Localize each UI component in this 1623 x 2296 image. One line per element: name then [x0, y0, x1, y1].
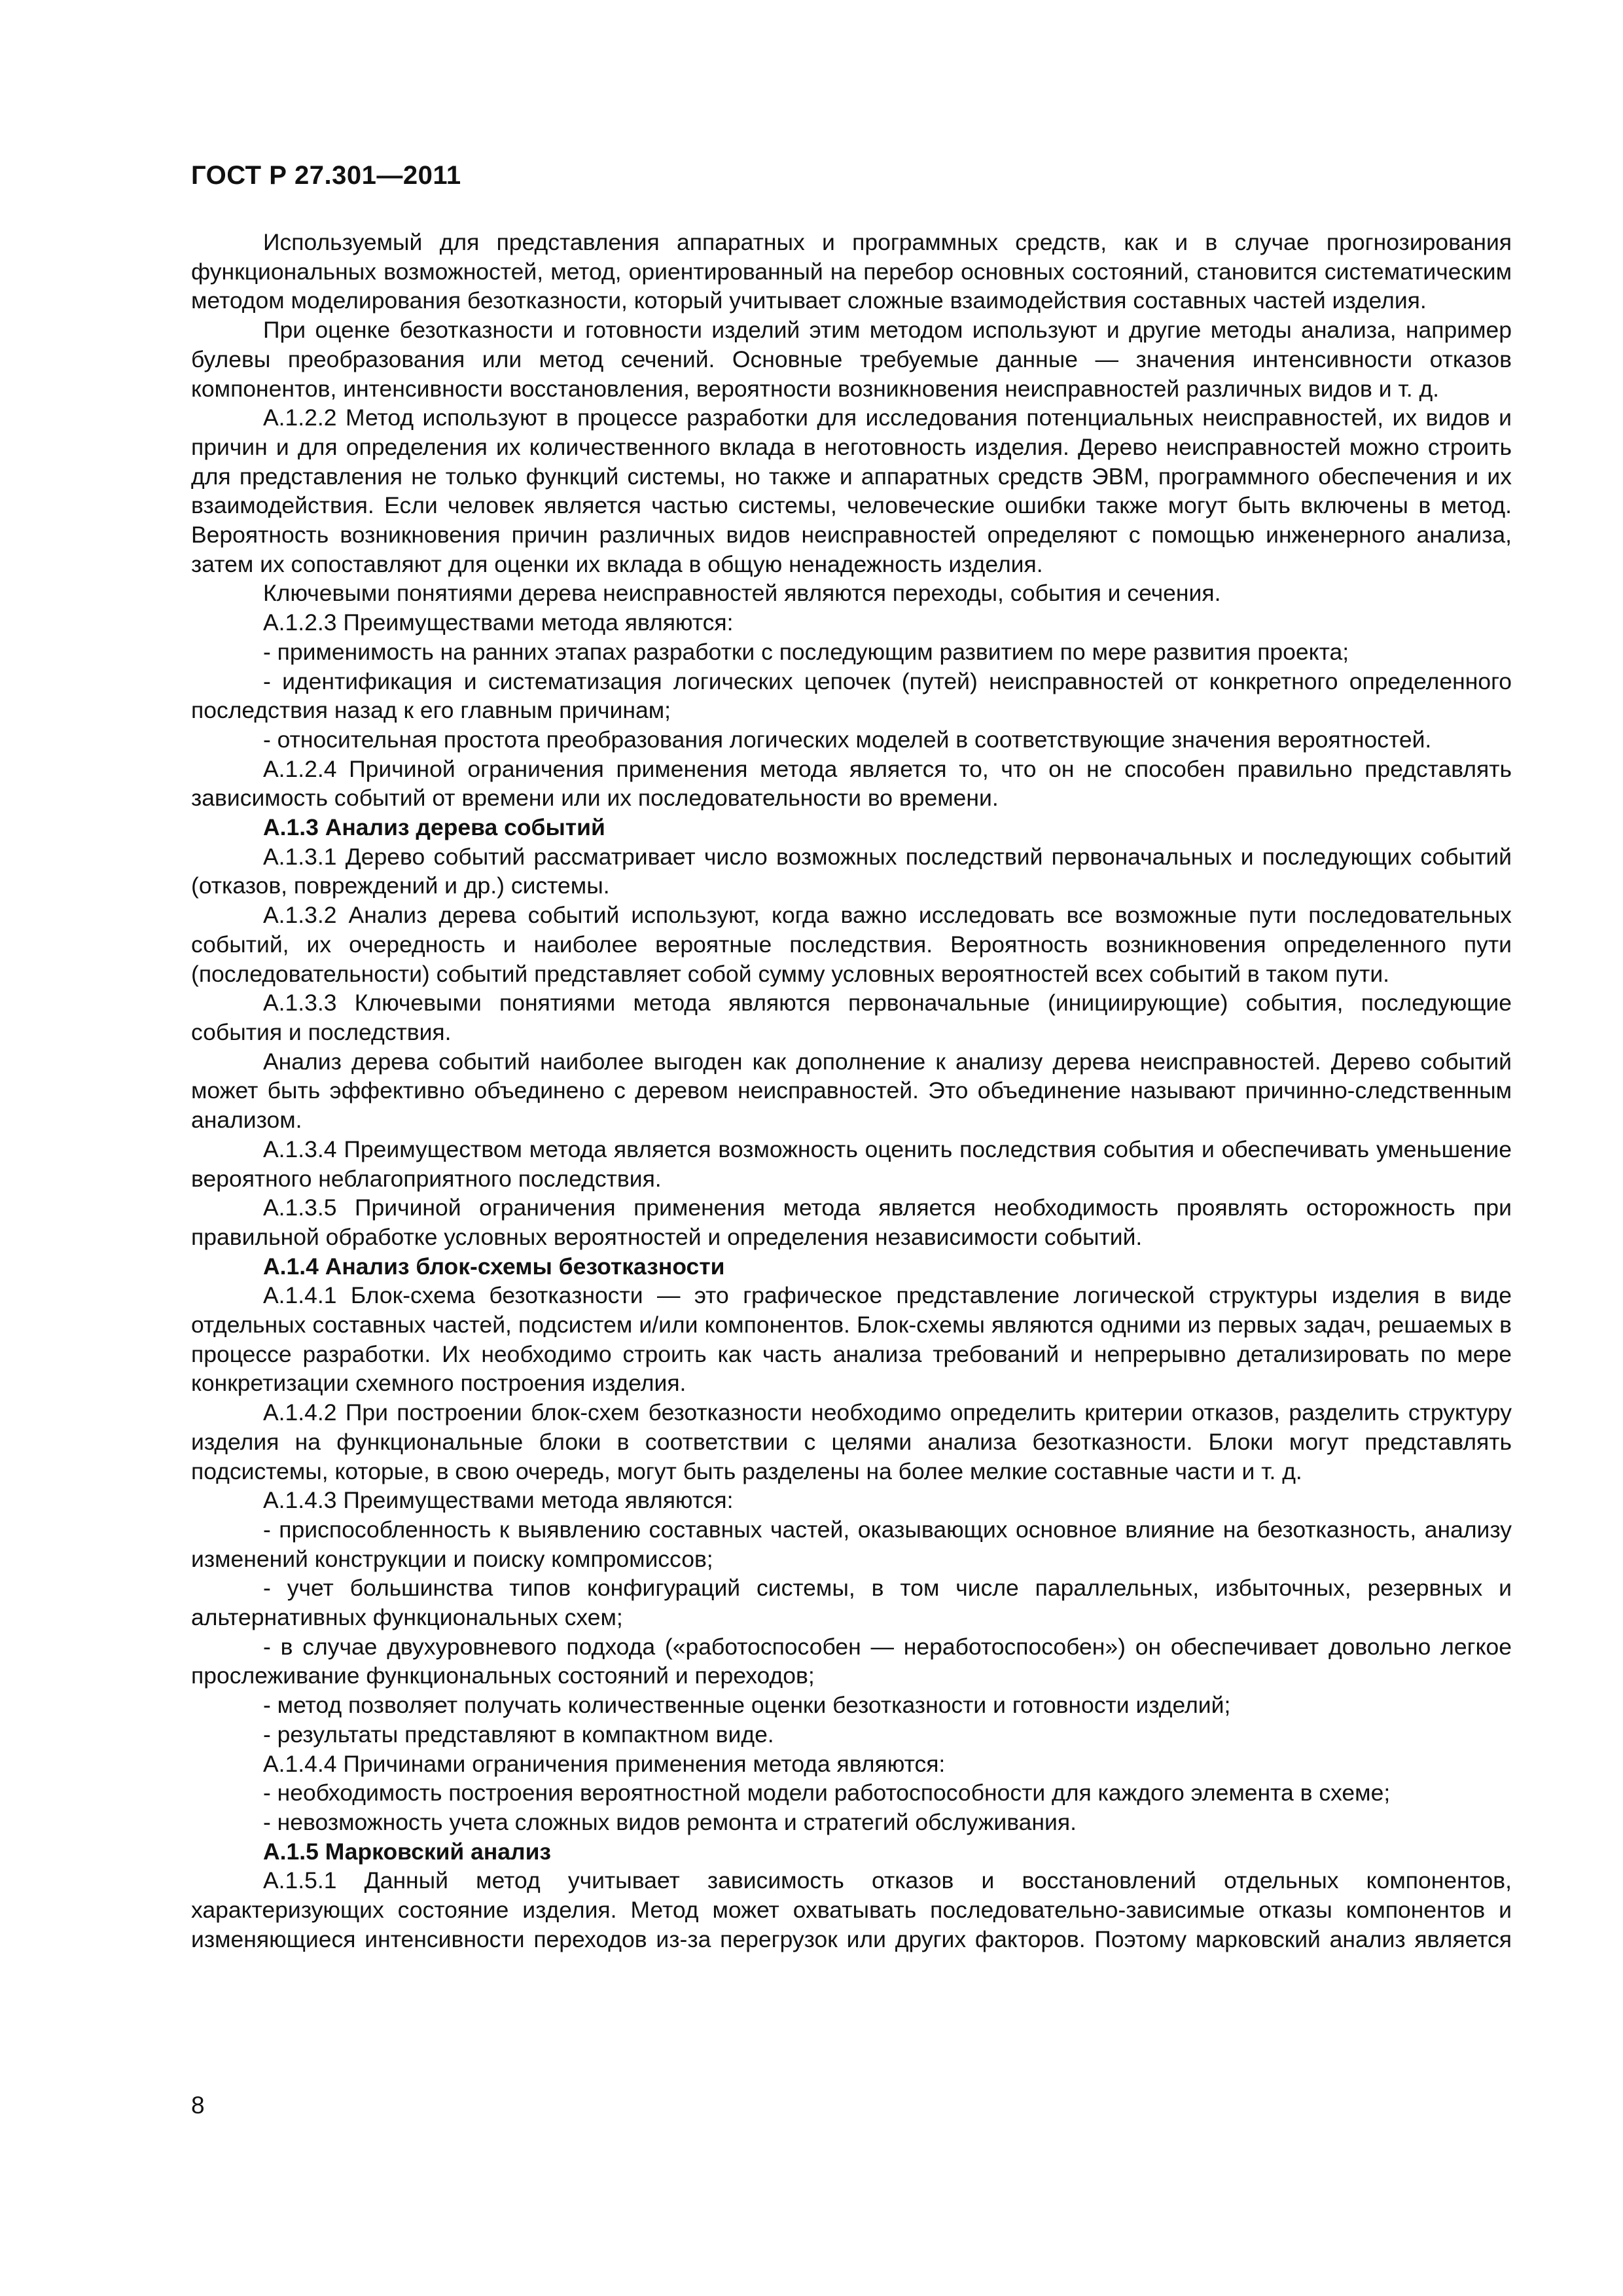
- list-item: - относительная простота преобразования логических моделей в соответствующие значения вероятностей.: [263, 726, 1432, 753]
- paragraph: А.1.3.1 Дерево событий рассматривает число возможных последствий первоначальных и последующих событий (отказов, повреждений и др.) системы.: [191, 843, 1512, 899]
- paragraph: А.1.3.3 Ключевыми понятиями метода являются первоначальные (инициирующие) события, последующие события и последствия.: [191, 990, 1512, 1045]
- paragraph: А.1.4.4 Причинами ограничения применения метода являются:: [263, 1750, 946, 1777]
- list-item: - результаты представляют в компактном виде.: [263, 1721, 774, 1748]
- paragraph: А.1.5.1 Данный метод учитывает зависимость отказов и восстановлений отдельных компонентов, характеризующих состояние изделия. Метод может охватывать последовательно-зависимые отказы компонентов и изменяющиеся интенсивности переходов из-за перегрузок или других факторов. Поэтому марковский анализ является: [191, 1867, 1512, 1952]
- paragraph: А.1.4.3 Преимуществами метода являются:: [263, 1487, 734, 1514]
- list-item: - необходимость построения вероятностной модели работоспособности для каждого элемента в схеме;: [263, 1780, 1391, 1806]
- paragraph: Анализ дерева событий наиболее выгоден как дополнение к анализу дерева неисправностей. Дерево событий может быть эффективно объединено с деревом неисправностей. Это объединение называют причинно-следственным анализом.: [191, 1048, 1512, 1134]
- paragraph: А.1.2.3 Преимуществами метода являются:: [263, 609, 734, 636]
- section-heading: А.1.5 Марковский анализ: [263, 1838, 552, 1865]
- section-heading: А.1.4 Анализ блок-схемы безотказности: [263, 1253, 725, 1280]
- paragraph: А.1.3.4 Преимуществом метода является возможность оценить последствия события и обеспечивать уменьшение вероятного неблагоприятного последствия.: [191, 1136, 1512, 1192]
- list-item: - идентификация и систематизация логических цепочек (путей) неисправностей от конкретного определенного последствия назад к его главным причинам;: [191, 668, 1512, 724]
- section-heading: А.1.3 Анализ дерева событий: [263, 814, 605, 841]
- list-item: - метод позволяет получать количественные оценки безотказности и готовности изделий;: [263, 1692, 1231, 1719]
- list-item: - приспособленность к выявлению составных частей, оказывающих основное влияние на безотказность, анализу изменений конструкции и поиску компромиссов;: [191, 1516, 1512, 1572]
- body-text: [191, 228, 1512, 1954]
- paragraph: Ключевыми понятиями дерева неисправностей являются переходы, события и сечения.: [263, 580, 1221, 607]
- list-item: - в случае двухуровневого подхода («работоспособен — неработоспособен») он обеспечивает довольно легкое прослеживание функциональных состояний и переходов;: [191, 1633, 1512, 1689]
- page-number: 8: [191, 2092, 205, 2119]
- paragraph: А.1.3.5 Причиной ограничения применения метода является необходимость проявлять осторожность при правильной обработке условных вероятностей и определения независимости событий.: [191, 1194, 1512, 1250]
- paragraph: Используемый для представления аппаратных и программных средств, как и в случае прогнозирования функциональных возможностей, метод, ориентированный на перебор основных состояний, становится систематическим методом моделирования безотказности, который учитывает сложные взаимодействия составных частей изделия.: [191, 229, 1512, 314]
- paragraph: При оценке безотказности и готовности изделий этим методом используют и другие методы анализа, например булевы преобразования или метод сечений. Основные требуемые данные — значения интенсивности отказов компонентов, интенсивности восстановления, вероятности возникновения неисправностей различных видов и т. д.: [191, 317, 1512, 402]
- paragraph: А.1.2.4 Причиной ограничения применения метода является то, что он не способен правильно представлять зависимость событий от времени или их последовательности во времени.: [191, 755, 1512, 812]
- list-item: - применимость на ранних этапах разработки с последующим развитием по мере развития проекта;: [263, 638, 1349, 665]
- list-item: - невозможность учета сложных видов ремонта и стратегий обслуживания.: [263, 1808, 1077, 1835]
- paragraph: А.1.4.2 При построении блок-схем безотказности необходимо определить критерии отказов, разделить структуру изделия на функциональные блоки в соответствии с целями анализа безотказности. Блоки могут представлять подсистемы, которые, в свою очередь, могут быть разделены на более мелкие составные части и т. д.: [191, 1399, 1512, 1484]
- paragraph: А.1.2.2 Метод используют в процессе разработки для исследования потенциальных неисправностей, их видов и причин и для определения их количественного вклада в неготовность изделия. Дерево неисправностей можно строить для представления не только функций системы, но также и аппаратных средств ЭВМ, программного обеспечения и их взаимодействия. Если человек является частью системы, человеческие ошибки также могут быть включены в метод. Вероятность возникновения причин различных видов неисправностей определяют с помощью инженерного анализа, затем их сопоставляют для оценки их вклада в общую ненадежность изделия.: [191, 404, 1512, 577]
- standard-title: ГОСТ Р 27.301—2011: [191, 161, 461, 190]
- paragraph: А.1.3.2 Анализ дерева событий используют, когда важно исследовать все возможные пути последовательных событий, их очередность и наиболее вероятные последствия. Вероятность возникновения определенного пути (последовательности) событий представляет собой сумму условных вероятностей всех событий в таком пути.: [191, 902, 1512, 987]
- list-item: - учет большинства типов конфигураций системы, в том числе параллельных, избыточных, резервных и альтернативных функциональных схем;: [191, 1575, 1512, 1631]
- paragraph: А.1.4.1 Блок-схема безотказности — это графическое представление логической структуры изделия в виде отдельных составных частей, подсистем и/или компонентов. Блок-схемы являются одними из первых задач, решаемых в процессе разработки. Их необходимо строить как часть анализа требований и непрерывно детализировать по мере конкретизации схемного построения изделия.: [191, 1282, 1512, 1397]
